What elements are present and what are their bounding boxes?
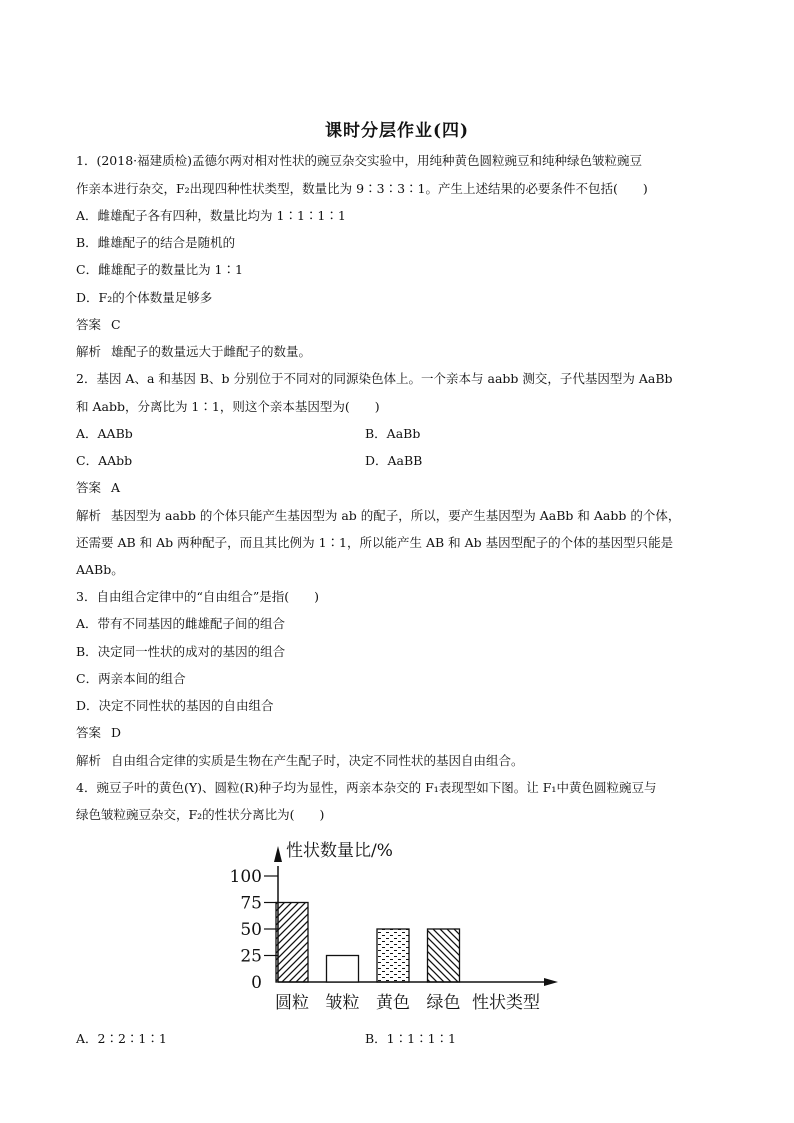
y-axis-label: 性状数量比/% (286, 841, 393, 861)
bar-1 (276, 903, 308, 983)
x-axis-label: 性状类型 (472, 993, 540, 1013)
q3-option-c: C．两亲本间的组合 (76, 671, 186, 686)
answer-label: 答案 (76, 480, 102, 495)
q2-analysis-line1 (76, 507, 722, 525)
q2-option-d: D．AaBB (365, 453, 423, 468)
analysis-label: 解析 (76, 753, 102, 768)
q2-option-c: C．AAbb (76, 453, 133, 468)
analysis-text: 自由组合定律的实质是生物在产生配子时，决定不同性状的基因自由组合。 (111, 753, 524, 768)
q1-stem-line2: 作亲本进行杂交，F₂出现四种性状类型，数量比为 9∶3∶3∶1。产生上述结果的必要条件不包括( ) (76, 181, 648, 196)
q1-option-c: C．雌雄配子的数量比为 1∶1 (76, 262, 243, 277)
category-label: 皱粒 (325, 993, 360, 1013)
q3-analysis (76, 752, 722, 770)
q3-option-a: A．带有不同基因的雌雄配子间的组合 (76, 616, 286, 631)
y-tick-label: 25 (240, 946, 262, 967)
y-tick-label: 0 (251, 973, 262, 993)
q2-stem-line2: 和 Aabb，分离比为 1∶1，则这个亲本基因型为( ) (76, 399, 380, 414)
answer-value: A (111, 480, 121, 495)
analysis-text: 雄配子的数量远大于雌配子的数量。 (111, 344, 312, 359)
y-tick-label: 100 (230, 867, 262, 887)
q4-option-a: A．2∶2∶1∶1 (76, 1031, 167, 1046)
q1-option-b: B．雌雄配子的结合是随机的 (76, 235, 236, 250)
category-label: 黄色 (376, 993, 410, 1013)
q2-option-a: A．AABb (76, 426, 133, 441)
q3-answer (76, 724, 722, 742)
bar-3 (377, 929, 409, 982)
q2-option-b: B．AaBb (365, 426, 421, 441)
q2-answer (76, 479, 722, 497)
x-axis-arrow (544, 978, 558, 986)
bar-4 (428, 929, 460, 982)
analysis-label: 解析 (76, 344, 102, 359)
y-axis-arrow (274, 846, 282, 862)
answer-label: 答案 (76, 725, 102, 740)
q4-stem-line2: 绿色皱粒豌豆杂交，F₂的性状分离比为( ) (76, 807, 325, 822)
q1-option-a: A．雌雄配子各有四种，数量比均为 1∶1∶1∶1 (76, 208, 346, 223)
category-label: 圆粒 (275, 993, 309, 1013)
q2-analysis-line3: AABb。 (76, 562, 124, 577)
y-tick-label: 50 (240, 920, 262, 940)
answer-value: D (111, 725, 122, 740)
q3-stem: 3．自由组合定律中的“自由组合”是指( ) (76, 589, 319, 604)
q1-answer (76, 316, 722, 334)
q3-option-d: D．决定不同性状的基因的自由组合 (76, 698, 274, 713)
bar-2 (327, 956, 359, 983)
q2-analysis-line2: 还需要 AB 和 Ab 两种配子，而且其比例为 1∶1，所以能产生 AB 和 Ab 基因型配子的个体的基因型只能是 (76, 535, 674, 550)
analysis-label: 解析 (76, 508, 102, 523)
y-tick-label: 75 (240, 893, 262, 914)
answer-value: C (111, 317, 121, 332)
q1-analysis (76, 343, 722, 361)
trait-ratio-bar-chart (230, 838, 560, 1018)
q2-stem-line1: 2．基因 A、a 和基因 B、b 分别位于不同对的同源染色体上。一个亲本与 aabb 测交，子代基因型为 AaBb (76, 371, 673, 386)
q1-stem-line1: 1．(2018·福建质检)孟德尔两对相对性状的豌豆杂交实验中，用纯种黄色圆粒豌豆和纯种绿色皱粒豌豆 (76, 153, 642, 168)
q4-stem-line1: 4．豌豆子叶的黄色(Y)、圆粒(R)种子均为显性，两亲本杂交的 F₁表现型如下图。让 F₁中黄色圆粒豌豆与 (76, 780, 657, 795)
category-label: 绿色 (426, 993, 461, 1013)
q3-option-b: B．决定同一性状的成对的基因的组合 (76, 644, 286, 659)
analysis-text: 基因型为 aabb 的个体只能产生基因型为 ab 的配子，所以，要产生基因型为 AaBb 和 Aabb 的个体， (111, 508, 681, 523)
q4-option-b: B．1∶1∶1∶1 (365, 1031, 456, 1046)
q1-option-d: D．F₂的个体数量足够多 (76, 290, 213, 305)
page-title: 课时分层作业(四) (324, 121, 470, 141)
answer-label: 答案 (76, 317, 102, 332)
